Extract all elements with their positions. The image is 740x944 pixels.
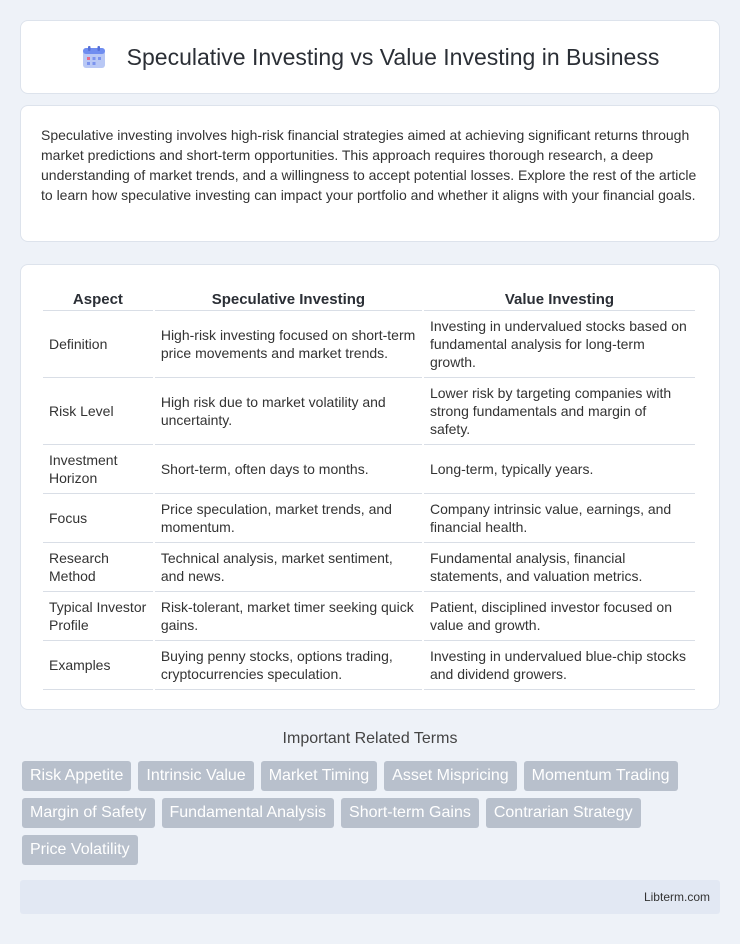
cell-aspect: Definition	[43, 311, 153, 378]
tag-intrinsic-value[interactable]: Intrinsic Value	[138, 761, 253, 791]
tag-risk-appetite[interactable]: Risk Appetite	[22, 761, 131, 791]
header-value: Value Investing	[424, 285, 695, 311]
comparison-card	[20, 264, 720, 710]
cell-value: Investing in undervalued blue-chip stocks and dividend growers.	[424, 641, 695, 690]
header-aspect: Aspect	[43, 285, 153, 311]
cell-speculative: High risk due to market volatility and uncertainty.	[155, 378, 422, 445]
cell-speculative: Buying penny stocks, options trading, cryptocurrencies speculation.	[155, 641, 422, 690]
header-speculative: Speculative Investing	[155, 285, 422, 311]
cell-aspect: Research Method	[43, 543, 153, 592]
intro-text: Speculative investing involves high-risk financial strategies aimed at achieving significant returns through market predictions and short-term opportunities. This approach requires thorough research, a deep understanding of market trends, and a willingness to accept potential losses. Explore the rest of the article to learn how speculative investing can impact your portfolio and whether it aligns with your financial goals.	[41, 127, 697, 203]
related-terms-title: Important Related Terms	[282, 730, 458, 747]
tag-margin-of-safety[interactable]: Margin of Safety	[22, 798, 155, 828]
cell-value: Patient, disciplined investor focused on value and growth.	[424, 592, 695, 641]
tag-market-timing[interactable]: Market Timing	[261, 761, 377, 791]
table-row	[43, 641, 695, 690]
cell-speculative: Price speculation, market trends, and momentum.	[155, 494, 422, 543]
cell-speculative: Short-term, often days to months.	[155, 445, 422, 494]
cell-value: Fundamental analysis, financial statements, and valuation metrics.	[424, 543, 695, 592]
table-row	[43, 592, 695, 641]
cell-value: Investing in undervalued stocks based on fundamental analysis for long-term growth.	[424, 311, 695, 378]
cell-value: Lower risk by targeting companies with strong fundamentals and margin of safety.	[424, 378, 695, 445]
cell-speculative: Technical analysis, market sentiment, and news.	[155, 543, 422, 592]
cell-aspect: Investment Horizon	[43, 445, 153, 494]
cell-aspect: Risk Level	[43, 378, 153, 445]
page-title: Speculative Investing vs Value Investing in Business	[126, 43, 660, 70]
footer	[20, 880, 720, 914]
calendar-icon	[81, 44, 107, 70]
footer-site-link[interactable]: Libterm.com	[643, 890, 710, 904]
table-row	[43, 378, 695, 445]
table-row	[43, 494, 695, 543]
table-row	[43, 543, 695, 592]
tag-price-volatility[interactable]: Price Volatility	[22, 835, 138, 865]
cell-value: Long-term, typically years.	[424, 445, 695, 494]
cell-speculative: High-risk investing focused on short-term price movements and market trends.	[155, 311, 422, 378]
table-row	[43, 311, 695, 378]
table-row	[43, 445, 695, 494]
cell-aspect: Focus	[43, 494, 153, 543]
tag-contrarian-strategy[interactable]: Contrarian Strategy	[486, 798, 641, 828]
title-card	[20, 20, 720, 94]
cell-aspect: Typical Investor Profile	[43, 592, 153, 641]
tag-short-term-gains[interactable]: Short-term Gains	[341, 798, 479, 828]
tag-momentum-trading[interactable]: Momentum Trading	[524, 761, 678, 791]
tag-fundamental-analysis[interactable]: Fundamental Analysis	[162, 798, 335, 828]
cell-aspect: Examples	[43, 641, 153, 690]
related-terms-list	[22, 761, 712, 872]
comparison-table	[41, 285, 697, 690]
cell-speculative: Risk-tolerant, market timer seeking quick gains.	[155, 592, 422, 641]
intro-card	[20, 105, 720, 242]
tag-asset-mispricing[interactable]: Asset Mispricing	[384, 761, 516, 791]
cell-value: Company intrinsic value, earnings, and financial health.	[424, 494, 695, 543]
